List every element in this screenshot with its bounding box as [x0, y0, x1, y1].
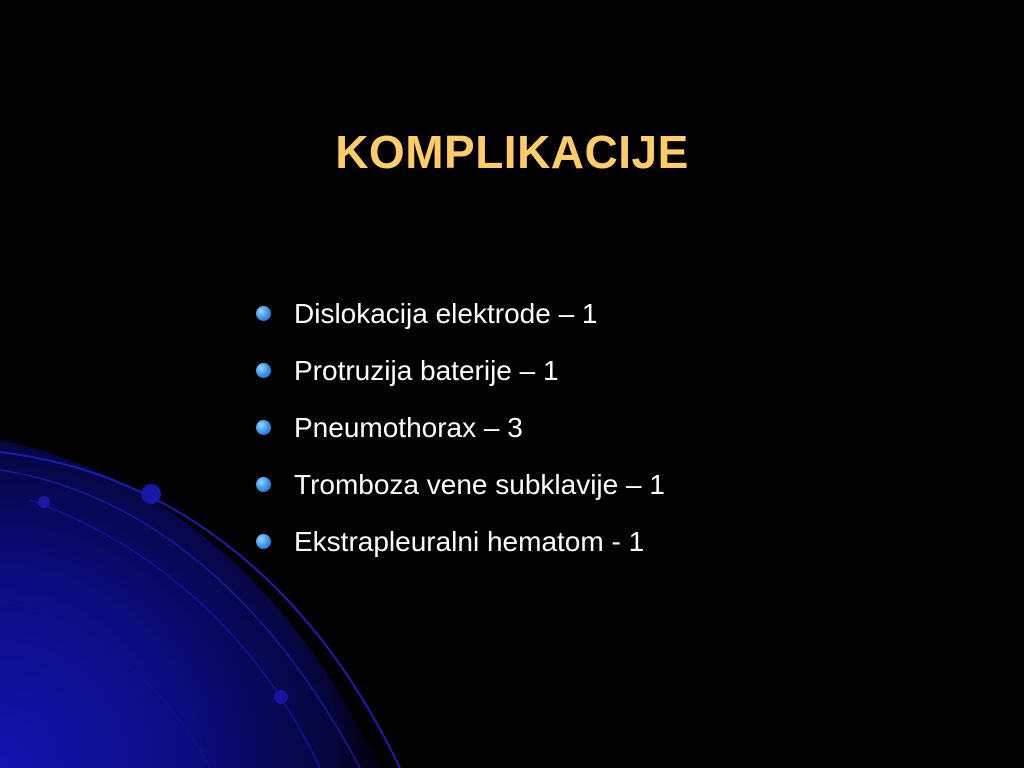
decor-dot-3: [274, 690, 288, 704]
bullet-item: [256, 399, 665, 456]
bullet-item: [256, 342, 665, 399]
bullet-text: Dislokacija elektrode – 1: [294, 297, 598, 329]
bullet-dot-icon: [256, 534, 271, 549]
bullet-dot-icon: [256, 306, 271, 321]
bullet-text: Protruzija baterije – 1: [294, 354, 559, 386]
bullet-dot-icon: [256, 363, 271, 378]
bullet-item: [256, 285, 665, 342]
bullet-dot-icon: [256, 420, 271, 435]
decor-dot-2: [141, 484, 161, 504]
bullet-item: [256, 513, 665, 570]
decor-dot-1: [38, 496, 50, 508]
bullet-list: [256, 285, 665, 570]
bullet-item: [256, 456, 665, 513]
bullet-text: Pneumothorax – 3: [294, 411, 523, 443]
bullet-dot-icon: [256, 477, 271, 492]
slide-title: KOMPLIKACIJE: [335, 126, 689, 178]
bullet-text: Ekstrapleuralni hematom - 1: [294, 525, 645, 557]
bullet-text: Tromboza vene subklavije – 1: [294, 468, 665, 500]
